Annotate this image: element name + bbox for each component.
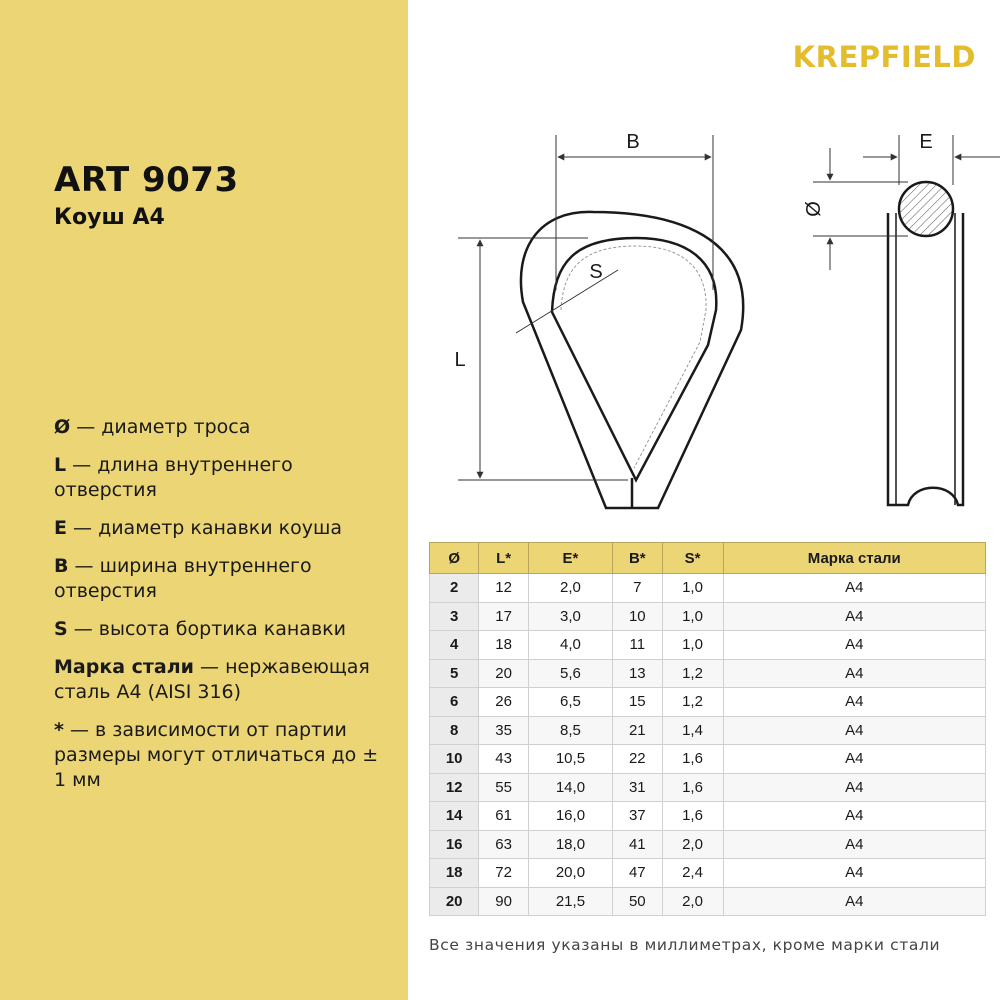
table-cell: 1,2 [662,688,723,717]
legend-item-tolerance: * — в зависимости от партии размеры могут отличаться до ± 1 мм [54,719,379,791]
table-row [430,574,986,603]
brand-logo: KREPFIELD [792,40,976,74]
product-subtitle: Коуш А4 [54,205,165,230]
rope-cross-section [899,182,953,236]
header-width: B* [613,543,662,574]
table-cell: 10 [613,602,662,631]
legend-item-width: B — ширина внутреннего отверстия [54,555,312,602]
table-cell: A4 [723,802,985,831]
table-row [430,716,986,745]
table-cell: 4 [430,631,479,660]
table-cell: 20 [430,887,479,916]
table-cell: 35 [479,716,528,745]
table-row [430,602,986,631]
table-cell: 22 [613,745,662,774]
table-cell: 12 [479,574,528,603]
table-cell: A4 [723,602,985,631]
table-row [430,859,986,888]
table-cell: 2,0 [662,887,723,916]
header-groove: E* [528,543,612,574]
thimble-technical-drawing [408,0,1000,540]
table-cell: 2,0 [662,830,723,859]
table-cell: 1,6 [662,802,723,831]
table-cell: 16,0 [528,802,612,831]
table-cell: 20,0 [528,859,612,888]
table-row [430,631,986,660]
table-cell: 2,4 [662,859,723,888]
thimble-side-view [888,213,963,505]
table-cell: 21 [613,716,662,745]
table-cell: 37 [613,802,662,831]
table-cell: 1,2 [662,659,723,688]
table-cell: 41 [613,830,662,859]
table-row [430,688,986,717]
dimension-diameter [813,148,908,270]
table-cell: 6 [430,688,479,717]
thimble-front-view [521,212,743,508]
table-cell: 15 [613,688,662,717]
table-cell: 50 [613,887,662,916]
table-cell: 6,5 [528,688,612,717]
table-cell: 14,0 [528,773,612,802]
table-cell: A4 [723,745,985,774]
table-cell: 21,5 [528,887,612,916]
table-cell: 18 [479,631,528,660]
table-cell: 90 [479,887,528,916]
footnote: Все значения указаны в миллиметрах, кроме марки стали [429,936,941,954]
legend [54,415,394,806]
table-cell: 3 [430,602,479,631]
table-cell: 18 [430,859,479,888]
table-cell: 1,0 [662,574,723,603]
table-cell: 14 [430,802,479,831]
table-cell: 8,5 [528,716,612,745]
table-cell: 20 [479,659,528,688]
table-cell: A4 [723,631,985,660]
label-diameter: Ø [803,201,825,217]
table-cell: 12 [430,773,479,802]
table-cell: A4 [723,574,985,603]
table-cell: 1,6 [662,745,723,774]
table-cell: A4 [723,773,985,802]
header-diameter: Ø [430,543,479,574]
table-cell: 2,0 [528,574,612,603]
table-cell: 2 [430,574,479,603]
table-cell: 1,0 [662,631,723,660]
header-rim: S* [662,543,723,574]
table-row [430,830,986,859]
table-cell: 10 [430,745,479,774]
label-l: L [454,349,466,371]
table-row [430,659,986,688]
table-row [430,745,986,774]
table-cell: 1,0 [662,602,723,631]
table-cell: 17 [479,602,528,631]
table-row [430,773,986,802]
table-row [430,887,986,916]
table-cell: 26 [479,688,528,717]
header-length: L* [479,543,528,574]
label-e: E [919,131,933,153]
table-cell: A4 [723,887,985,916]
legend-item-groove: E — диаметр канавки коуша [54,517,343,539]
table-cell: 43 [479,745,528,774]
label-s: S [589,261,603,283]
table-cell: 1,6 [662,773,723,802]
table-header-row [430,543,986,574]
table-cell: A4 [723,716,985,745]
table-cell: 16 [430,830,479,859]
table-cell: 18,0 [528,830,612,859]
legend-item-length: L — длина внутреннего отверстия [54,454,293,501]
header-steel: Марка стали [723,543,985,574]
table-cell: 11 [613,631,662,660]
table-cell: 4,0 [528,631,612,660]
legend-item-diameter: Ø — диаметр троса [54,416,251,438]
table-cell: A4 [723,659,985,688]
table-cell: 7 [613,574,662,603]
article-title: ART 9073 [54,160,239,200]
table-cell: 63 [479,830,528,859]
legend-item-steel: Марка стали — нержавеющая сталь А4 (AISI 316) [54,656,370,703]
table-cell: 31 [613,773,662,802]
legend-item-rim: S — высота бортика канавки [54,618,346,640]
table-cell: 47 [613,859,662,888]
table-body [430,574,986,916]
table-cell: 8 [430,716,479,745]
table-cell: 5 [430,659,479,688]
table-cell: 10,5 [528,745,612,774]
left-panel [0,0,408,1000]
thimble-inner-groove [561,246,706,468]
table-row [430,802,986,831]
label-b: B [626,131,640,153]
table-cell: A4 [723,859,985,888]
table-cell: A4 [723,688,985,717]
table-cell: A4 [723,830,985,859]
table-cell: 3,0 [528,602,612,631]
table-cell: 61 [479,802,528,831]
specification-table [429,542,986,916]
table-cell: 72 [479,859,528,888]
table-cell: 5,6 [528,659,612,688]
table-cell: 1,4 [662,716,723,745]
table-cell: 13 [613,659,662,688]
table-cell: 55 [479,773,528,802]
